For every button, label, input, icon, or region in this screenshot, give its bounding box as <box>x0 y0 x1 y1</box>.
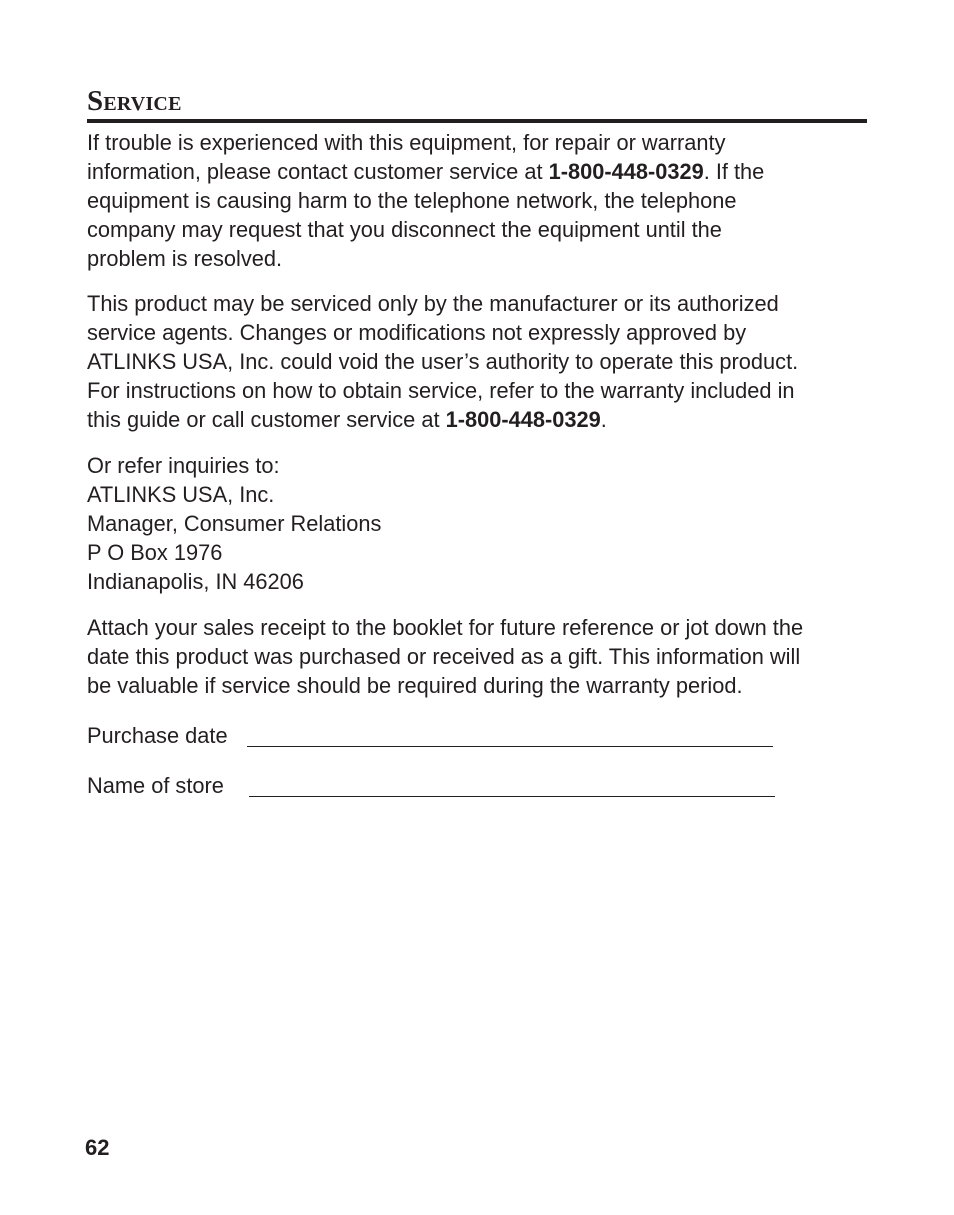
page-number: 62 <box>85 1135 110 1160</box>
receipt-line-3: be valuable if service should be required during the warranty period. <box>87 673 743 698</box>
store-name-field <box>87 771 224 800</box>
authorized-service-paragraph <box>87 289 798 434</box>
authorized-line-5-tail: . <box>600 407 607 432</box>
purchase-date-blank-line <box>247 746 773 747</box>
authorized-line-5 <box>87 405 798 434</box>
address-city: Indianapolis, IN 46206 <box>87 569 304 594</box>
store-name-label: Name of store <box>87 773 224 798</box>
trouble-paragraph <box>87 128 764 273</box>
customer-service-phone-2: 1-800-448-0329 <box>445 407 601 432</box>
authorized-line-5-text: this guide or call customer service at <box>87 407 446 432</box>
authorized-line-4: For instructions on how to obtain service, refer to the warranty included in <box>87 378 795 403</box>
trouble-line-5: problem is resolved. <box>87 246 283 271</box>
authorized-line-1: This product may be serviced only by the manufacturer or its authorized <box>87 291 779 316</box>
trouble-line-3: equipment is causing harm to the telephone network, the telephone <box>87 188 737 213</box>
trouble-line-2-text: information, please contact customer service at <box>87 159 549 184</box>
purchase-date-label: Purchase date <box>87 723 228 748</box>
receipt-paragraph <box>87 613 803 700</box>
trouble-line-1: If trouble is experienced with this equipment, for repair or warranty <box>87 130 726 155</box>
trouble-line-2-tail: . If the <box>703 159 765 184</box>
address-intro: Or refer inquiries to: <box>87 453 280 478</box>
receipt-line-1: Attach your sales receipt to the booklet for future reference or jot down the <box>87 615 804 640</box>
customer-service-phone: 1-800-448-0329 <box>548 159 704 184</box>
section-title: Service <box>87 85 182 117</box>
authorized-line-3: ATLINKS USA, Inc. could void the user’s authority to operate this product. <box>87 349 799 374</box>
trouble-line-4: company may request that you disconnect the equipment until the <box>87 217 722 242</box>
receipt-line-2: date this product was purchased or received as a gift. This information will <box>87 644 801 669</box>
mailing-address <box>87 451 381 596</box>
trouble-line-2 <box>87 157 764 186</box>
address-po-box: P O Box 1976 <box>87 540 223 565</box>
address-department: Manager, Consumer Relations <box>87 511 382 536</box>
store-name-blank-line <box>249 796 775 797</box>
authorized-line-2: service agents. Changes or modifications not expressly approved by <box>87 320 747 345</box>
section-rule <box>87 119 867 123</box>
purchase-date-field <box>87 721 228 750</box>
address-company: ATLINKS USA, Inc. <box>87 482 275 507</box>
